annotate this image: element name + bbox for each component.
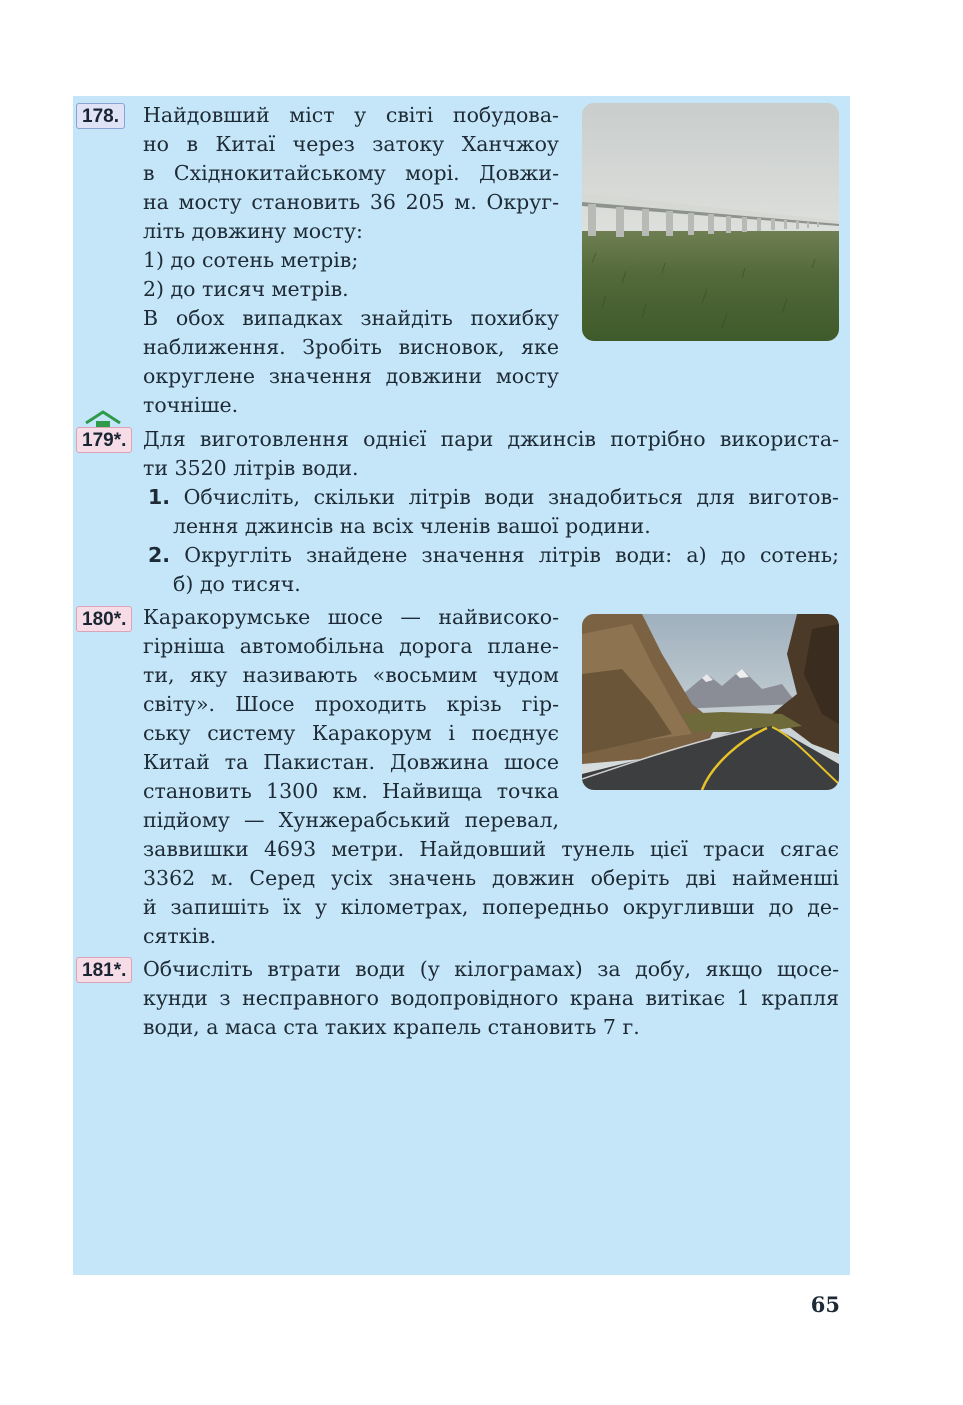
text-line: підйому — Хунжерабський перевал, <box>143 808 559 832</box>
problem-179-text <box>143 425 839 483</box>
list-item-text: б) до тисяч. <box>173 572 301 596</box>
home-icon <box>84 409 122 429</box>
mountain-road-photo <box>582 614 839 790</box>
list-item-text: Обчисліть, скільки літрів води знадобиться для виготов- <box>183 485 839 509</box>
bridge-photo <box>582 103 839 341</box>
text-line: округлене значення довжини мосту <box>143 364 559 388</box>
text-line: на мосту становить 36 205 м. Округ- <box>143 190 559 214</box>
text-line: води, а маса ста таких крапель становить 7 г. <box>143 1015 640 1039</box>
problem-178-text <box>143 101 559 420</box>
problem-180-text-wrapped <box>143 603 559 835</box>
text-line: ську систему Каракорум і поєднує <box>143 721 559 745</box>
problem-179-list <box>148 483 839 599</box>
problem-181-text <box>143 955 839 1042</box>
problem-number-180: 180*. <box>76 606 132 632</box>
text-line: сятків. <box>143 924 217 948</box>
text-line: ти, яку називають «восьмим чудом <box>143 663 559 687</box>
problem-number-179: 179*. <box>76 427 132 453</box>
text-line: світу». Шосе проходить крізь гір- <box>143 692 559 716</box>
text-line: 3362 м. Серед усіх значень довжин оберіть дві найменші <box>143 866 839 890</box>
text-line: Каракорумське шосе — найвисоко- <box>143 605 559 629</box>
text-line: кунди з несправного водопровідного крана витікає 1 крапля <box>143 986 839 1010</box>
text-line: наближення. Зробіть висновок, яке <box>143 335 559 359</box>
text-line: ти 3520 літрів води. <box>143 456 359 480</box>
text-line: 2) до тисяч метрів. <box>143 277 349 301</box>
text-line: й запишіть їх у кілометрах, попередньо округливши до де- <box>143 895 839 919</box>
text-line: в Східнокитайському морі. Довжи- <box>143 161 559 185</box>
problem-180-text-full <box>143 835 839 951</box>
text-line: заввишки 4693 метри. Найдовший тунель цієї траси сягає <box>143 837 839 861</box>
list-marker: 2. <box>148 543 171 567</box>
text-line: Китай та Пакистан. Довжина шосе <box>143 750 559 774</box>
text-line: но в Китаї через затоку Ханчжоу <box>143 132 559 156</box>
list-marker: 1. <box>148 485 171 509</box>
text-line: гірніша автомобільна дорога плане- <box>143 634 559 658</box>
list-item <box>148 483 839 541</box>
problem-number-181: 181*. <box>76 957 132 983</box>
list-item-text: лення джинсів на всіх членів вашої родини. <box>173 514 651 538</box>
text-line: літь довжину мосту: <box>143 219 363 243</box>
text-line: Для виготовлення однієї пари джинсів потрібно використа- <box>143 427 839 451</box>
text-line: становить 1300 км. Найвища точка <box>143 779 559 803</box>
list-item-text: Округліть знайдене значення літрів води: а) до сотень; <box>184 543 839 567</box>
list-item <box>148 541 839 599</box>
text-line: точніше. <box>143 393 239 417</box>
text-line: Найдовший міст у світі побудова- <box>143 103 559 127</box>
text-line: Обчисліть втрати води (у кілограмах) за добу, якщо щосе- <box>143 957 839 981</box>
text-line: 1) до сотень метрів; <box>143 248 359 272</box>
page-number: 65 <box>810 1292 840 1317</box>
text-line: В обох випадках знайдіть похибку <box>143 306 559 330</box>
problem-number-178: 178. <box>76 103 125 129</box>
